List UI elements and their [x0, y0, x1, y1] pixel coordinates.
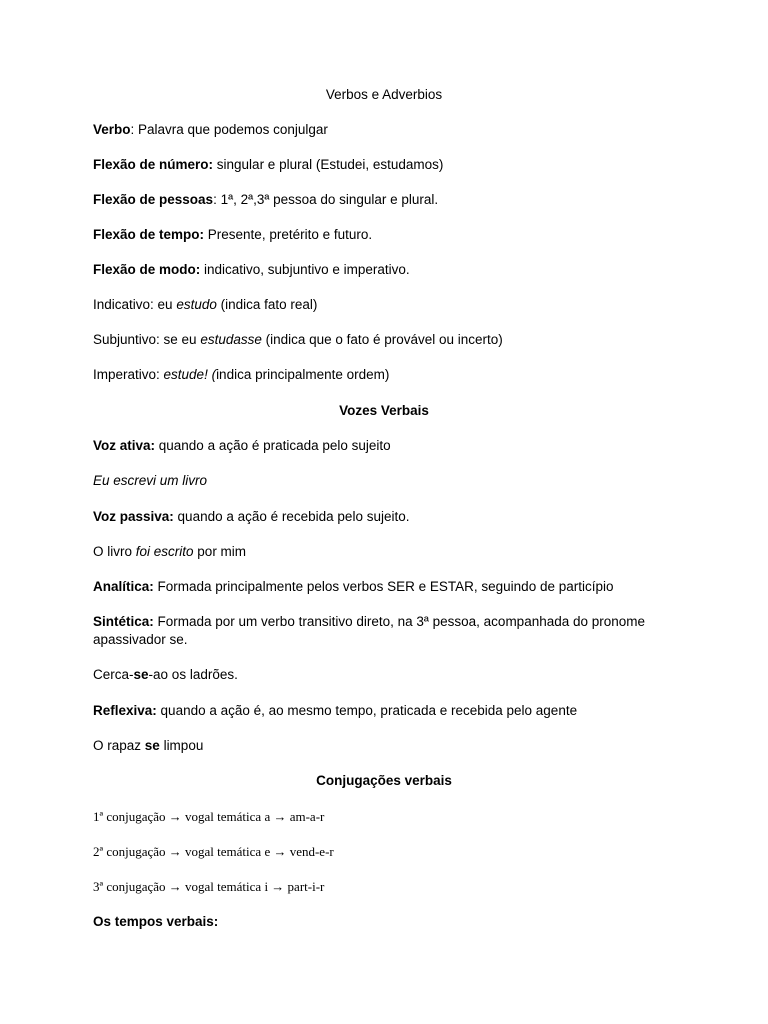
verbo-definition — [93, 121, 328, 139]
exemplo-reflexiva — [93, 737, 203, 755]
conjugacao-2: 2ª conjugação → vogal temática e → vend-e-r — [93, 844, 334, 859]
subjuntivo-post: (indica que o fato é provável ou incerto) — [261, 332, 503, 347]
flexao-pessoas-text: : 1ª, 2ª,3ª pessoa do singular e plural. — [213, 192, 439, 207]
voz-passiva-label: Voz passiva: — [93, 509, 174, 524]
imperativo-post: indica principalmente ordem) — [216, 367, 390, 382]
flexao-modo — [93, 261, 410, 279]
exemplo-reflexiva-pre: O rapaz — [93, 738, 145, 753]
sintetica-label: Sintética: — [93, 614, 154, 629]
voz-ativa-text: quando a ação é praticada pelo sujeito — [155, 438, 391, 453]
verbo-text: : Palavra que podemos conjulgar — [130, 122, 328, 137]
voz-passiva — [93, 508, 409, 526]
conjugacao-1: 1ª conjugação → vogal temática a → am-a-r — [93, 809, 325, 824]
analitica-text: Formada principalmente pelos verbos SER e ESTAR, seguindo de particípio — [153, 579, 614, 594]
sintetica-text: Formada por um verbo transitivo direto, na 3ª pessoa, acompanhada do pronome apassivador se. — [93, 614, 646, 647]
flexao-pessoas — [93, 191, 438, 209]
tempos-heading-text: Os tempos verbais: — [93, 914, 219, 929]
indicativo-example: estudo — [176, 297, 217, 312]
flexao-modo-label: Flexão de modo: — [93, 262, 201, 277]
conjugacoes-heading-text: Conjugações verbais — [316, 773, 452, 788]
flexao-numero-label: Flexão de número: — [93, 157, 214, 172]
vozes-heading-text: Vozes Verbais — [339, 403, 429, 418]
indicativo-line — [93, 296, 317, 314]
analitica — [93, 578, 614, 596]
exemplo-ativa-text: Eu escrevi um livro — [93, 473, 208, 488]
vozes-heading — [0, 402, 768, 420]
verbo-label: Verbo — [93, 122, 131, 137]
voz-ativa — [93, 437, 391, 455]
conjugacoes-heading — [0, 772, 768, 790]
imperativo-example: estude! ( — [163, 367, 217, 382]
voz-ativa-label: Voz ativa: — [93, 438, 156, 453]
flexao-numero — [93, 156, 443, 174]
exemplo-sintetica-post: -ao os ladrões. — [148, 667, 238, 682]
flexao-tempo — [93, 226, 372, 244]
exemplo-ativa — [93, 472, 207, 490]
subjuntivo-line — [93, 331, 503, 349]
exemplo-passiva-em: foi escrito — [135, 544, 194, 559]
exemplo-passiva — [93, 543, 246, 561]
imperativo-pre: Imperativo: — [93, 367, 164, 382]
indicativo-post: (indica fato real) — [216, 297, 318, 312]
flexao-modo-text: indicativo, subjuntivo e imperativo. — [200, 262, 410, 277]
indicativo-pre: Indicativo: eu — [93, 297, 177, 312]
flexao-numero-text: singular e plural (Estudei, estudamos) — [213, 157, 444, 172]
reflexiva-text: quando a ação é, ao mesmo tempo, praticada e recebida pelo agente — [156, 703, 578, 718]
exemplo-passiva-post: por mim — [193, 544, 247, 559]
conjugacao-3: 3ª conjugação → vogal temática i → part-i-r — [93, 879, 325, 894]
reflexiva — [93, 702, 577, 720]
voz-passiva-text: quando a ação é recebida pelo sujeito. — [173, 509, 410, 524]
reflexiva-label: Reflexiva: — [93, 703, 157, 718]
exemplo-sintetica-strong: se — [133, 667, 149, 682]
document-title: Verbos e Adverbios — [325, 87, 443, 102]
flexao-tempo-label: Flexão de tempo: — [93, 227, 205, 242]
exemplo-reflexiva-strong: se — [144, 738, 160, 753]
flexao-pessoas-label: Flexão de pessoas — [93, 192, 214, 207]
flexao-tempo-text: Presente, pretérito e futuro. — [204, 227, 373, 242]
tempos-heading — [93, 913, 218, 931]
subjuntivo-pre: Subjuntivo: se eu — [93, 332, 201, 347]
analitica-label: Analítica: — [93, 579, 154, 594]
exemplo-sintetica-pre: Cerca- — [93, 667, 134, 682]
exemplo-passiva-pre: O livro — [93, 544, 136, 559]
sintetica — [93, 613, 683, 649]
exemplo-reflexiva-post: limpou — [159, 738, 204, 753]
subjuntivo-example: estudasse — [200, 332, 262, 347]
imperativo-line — [93, 366, 389, 384]
exemplo-sintetica — [93, 666, 238, 684]
